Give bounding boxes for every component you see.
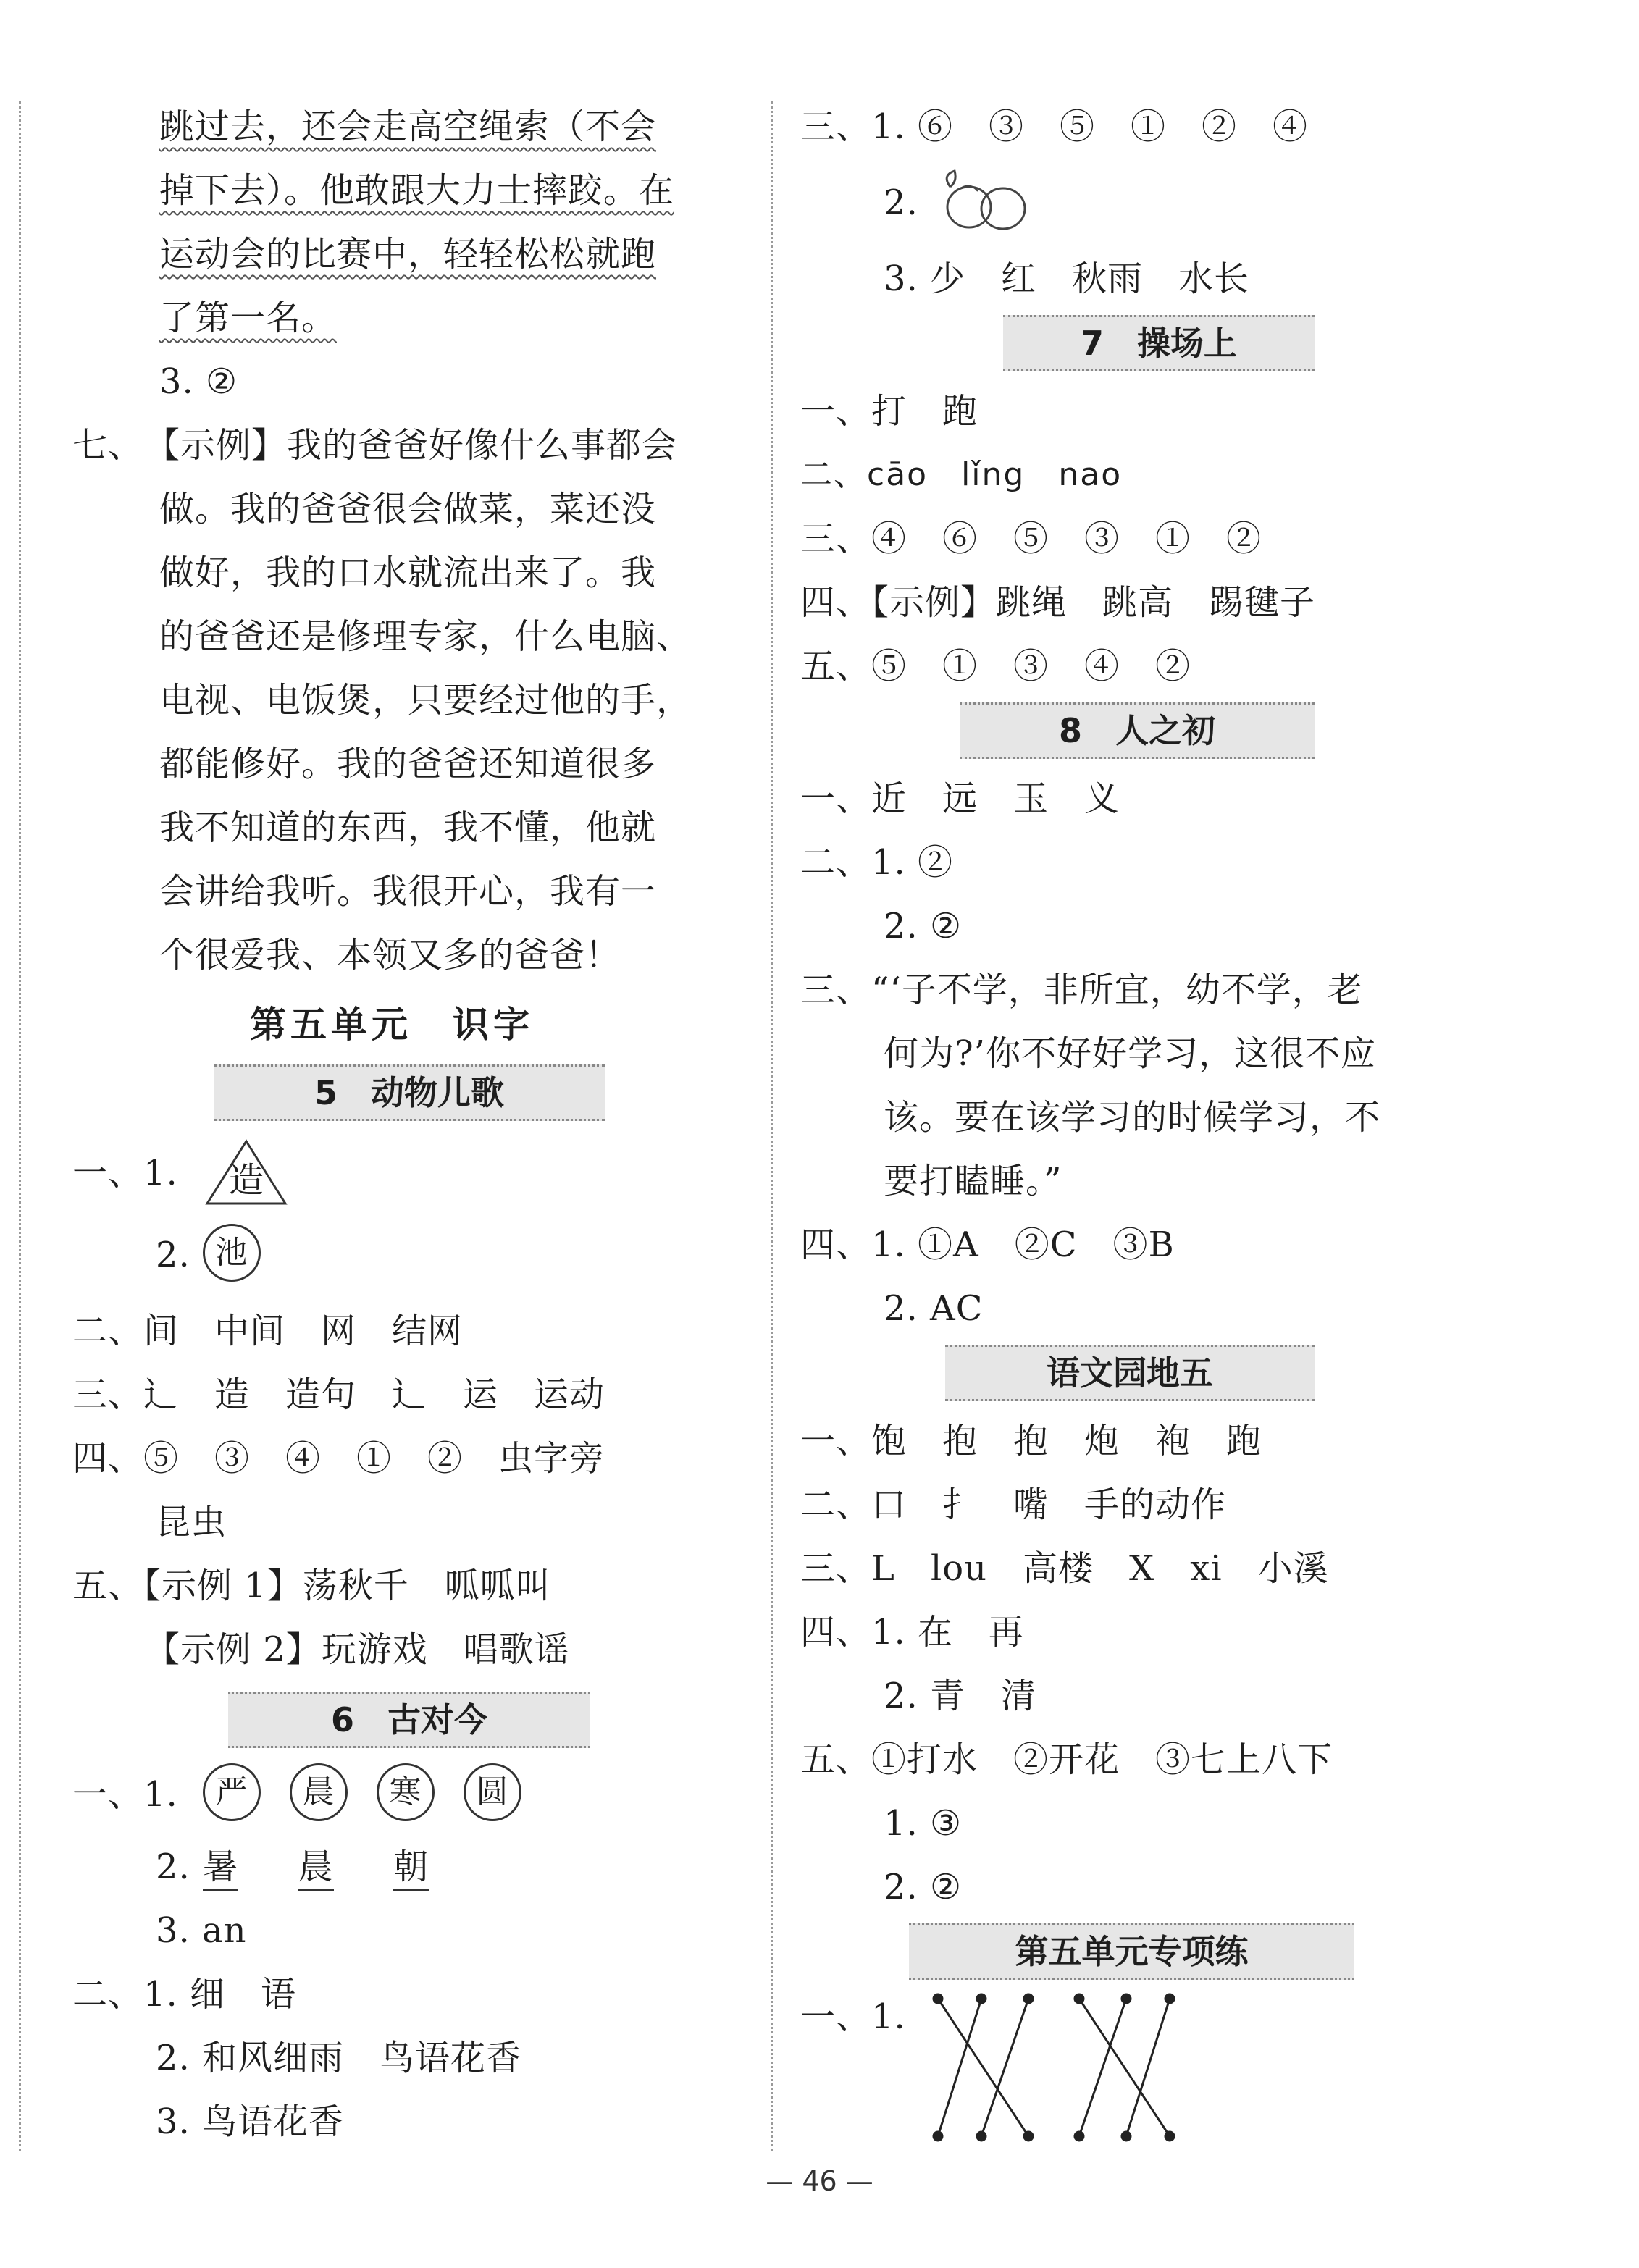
answer-line: 五、【示例 1】荡秋千 呱呱叫 xyxy=(72,1566,551,1606)
answer-line: 【示例 2】玩游戏 唱歌谣 xyxy=(145,1629,570,1670)
answer-line: 2. 和风细雨 鸟语花香 xyxy=(156,2038,522,2078)
answer-prefix: 2. xyxy=(156,1847,190,1887)
page-number-value: 46 xyxy=(802,2165,837,2197)
answer-line: 五、⑤ ① ③ ④ ② xyxy=(800,646,1191,686)
answer-line: 四、【示例】跳绳 跳高 踢毽子 xyxy=(800,582,1316,623)
underlined-char-row xyxy=(203,1845,429,1889)
answer-prefix: 2. xyxy=(156,1235,190,1275)
answer-text-line: 运动会的比赛中，轻轻松松就跑 xyxy=(159,234,657,274)
answer-line: 二、1. 细 语 xyxy=(72,1974,297,2015)
circled-char: 池 xyxy=(203,1224,261,1282)
triangle-char: 造 xyxy=(229,1160,265,1201)
underlined-char: 晨 xyxy=(298,1847,334,1891)
circled-char: 圆 xyxy=(464,1763,521,1821)
answer-line: 四、1. ①A ②C ③B xyxy=(800,1225,1175,1265)
answer-line: 三、④ ⑥ ⑤ ③ ① ② xyxy=(800,518,1262,559)
answer-text-line: 做。我的爸爸很会做菜，菜还没 xyxy=(159,489,657,529)
section-heading-7: 7 操场上 xyxy=(1003,315,1315,371)
answer-prefix: 一、1. xyxy=(72,1153,178,1193)
answer-text-line: 个很爱我、本领又多的爸爸！ xyxy=(159,935,621,975)
margin-dotted-line xyxy=(19,101,21,2151)
answer-text-line: 的爸爸还是修理专家，什么电脑、 xyxy=(159,616,692,657)
underlined-char: 朝 xyxy=(393,1847,429,1891)
answer-line: 三、“‘子不学，非所宜，幼不学，老 xyxy=(800,970,1363,1010)
answer-line: 一、饱 抱 抱 炮 袍 跑 xyxy=(800,1421,1262,1461)
underlined-char: 暑 xyxy=(203,1847,238,1891)
triangle-marked-char xyxy=(203,1137,290,1212)
answer-line: 三、L lou 高楼 X xi 小溪 xyxy=(800,1548,1329,1589)
answer-line: 2. ② xyxy=(884,906,963,946)
page-number-dash: — xyxy=(837,2165,873,2197)
answer-line: 3. an xyxy=(156,1910,247,1951)
circled-char: 寒 xyxy=(377,1763,435,1821)
answer-line: 1. ③ xyxy=(884,1803,963,1844)
column-divider xyxy=(771,101,773,2151)
peach-drawing-icon xyxy=(934,165,1036,238)
question-label-7: 七、 xyxy=(72,425,144,466)
answer-line: 2. AC xyxy=(884,1288,984,1329)
unit-title: 第五单元 识字 xyxy=(250,1004,534,1046)
answer-line: 三、辶 造 造句 辶 运 运动 xyxy=(72,1374,605,1415)
section-heading-8: 8 人之初 xyxy=(960,702,1315,759)
answer-line: 要打瞌睡。” xyxy=(884,1161,1062,1201)
answer-line: 二、口 扌 嘴 手的动作 xyxy=(800,1484,1227,1525)
answer-text-line: 跳过去，还会走高空绳索（不会 xyxy=(159,106,657,147)
answer-text-line: 会讲给我听。我很开心，我有一 xyxy=(159,871,657,912)
answer-line: 三、1. ⑥ ③ ⑤ ① ② ④ xyxy=(800,106,1309,147)
answer-line: 3. 鸟语花香 xyxy=(156,2101,345,2142)
page-number-dash: — xyxy=(766,2165,802,2197)
answer-text-line: 【示例】我的爸爸好像什么事都会 xyxy=(145,425,678,466)
section-heading-yuwen: 语文园地五 xyxy=(945,1345,1315,1401)
answer-line-pinyin: 二、cāo lǐng nao xyxy=(800,456,1123,493)
answer-text-line: 都能修好。我的爸爸还知道很多 xyxy=(159,744,657,784)
answer-prefix: 一、1. xyxy=(72,1774,178,1815)
answer-line: 昆虫 xyxy=(156,1502,227,1542)
answer-line: 2. ② xyxy=(884,1867,963,1907)
page-number xyxy=(0,2165,1639,2197)
answer-line: 五、①打水 ②开花 ③七上八下 xyxy=(800,1739,1333,1780)
answer-line: 四、1. 在 再 xyxy=(800,1612,1025,1652)
answer-text-line: 电视、电饭煲，只要经过他的手， xyxy=(159,680,692,721)
section-heading-5: 5 动物儿歌 xyxy=(214,1064,605,1121)
circled-char: 晨 xyxy=(290,1763,348,1821)
answer-line: 二、1. ② xyxy=(800,842,954,883)
section-heading-6: 6 古对今 xyxy=(228,1692,590,1748)
answer-line: 一、1. xyxy=(800,1996,906,2037)
answer-q3: 3. ② xyxy=(159,361,238,402)
answer-text-line: 掉下去）。他敢跟大力士摔跤。在 xyxy=(159,170,675,211)
answer-line: 一、打 跑 xyxy=(800,391,978,432)
section-heading-special: 第五单元专项练 xyxy=(909,1923,1354,1980)
answer-line: 一、近 远 玉 义 xyxy=(800,778,1120,819)
circled-char-row xyxy=(203,1763,550,1821)
answer-text-line: 我不知道的东西，我不懂，他就 xyxy=(159,807,657,848)
answer-line: 该。要在该学习的时候学习，不 xyxy=(884,1097,1381,1138)
answer-line: 何为?’你不好好学习，这很不应 xyxy=(884,1033,1376,1074)
answer-text-line: 了第一名。 xyxy=(159,298,338,338)
answer-text-line: 做好，我的口水就流出来了。我 xyxy=(159,553,657,593)
answer-line: 2. 青 清 xyxy=(884,1676,1037,1716)
answer-line: 四、⑤ ③ ④ ① ② 虫字旁 xyxy=(72,1438,605,1479)
matching-lines-diagram xyxy=(923,1988,1228,2151)
answer-line: 3. 少 红 秋雨 水长 xyxy=(884,259,1250,299)
circled-char: 严 xyxy=(203,1763,261,1821)
circled-char-row xyxy=(203,1224,290,1282)
answer-line: 二、间 中间 网 结网 xyxy=(72,1311,464,1351)
answer-line: 2. xyxy=(884,182,918,223)
